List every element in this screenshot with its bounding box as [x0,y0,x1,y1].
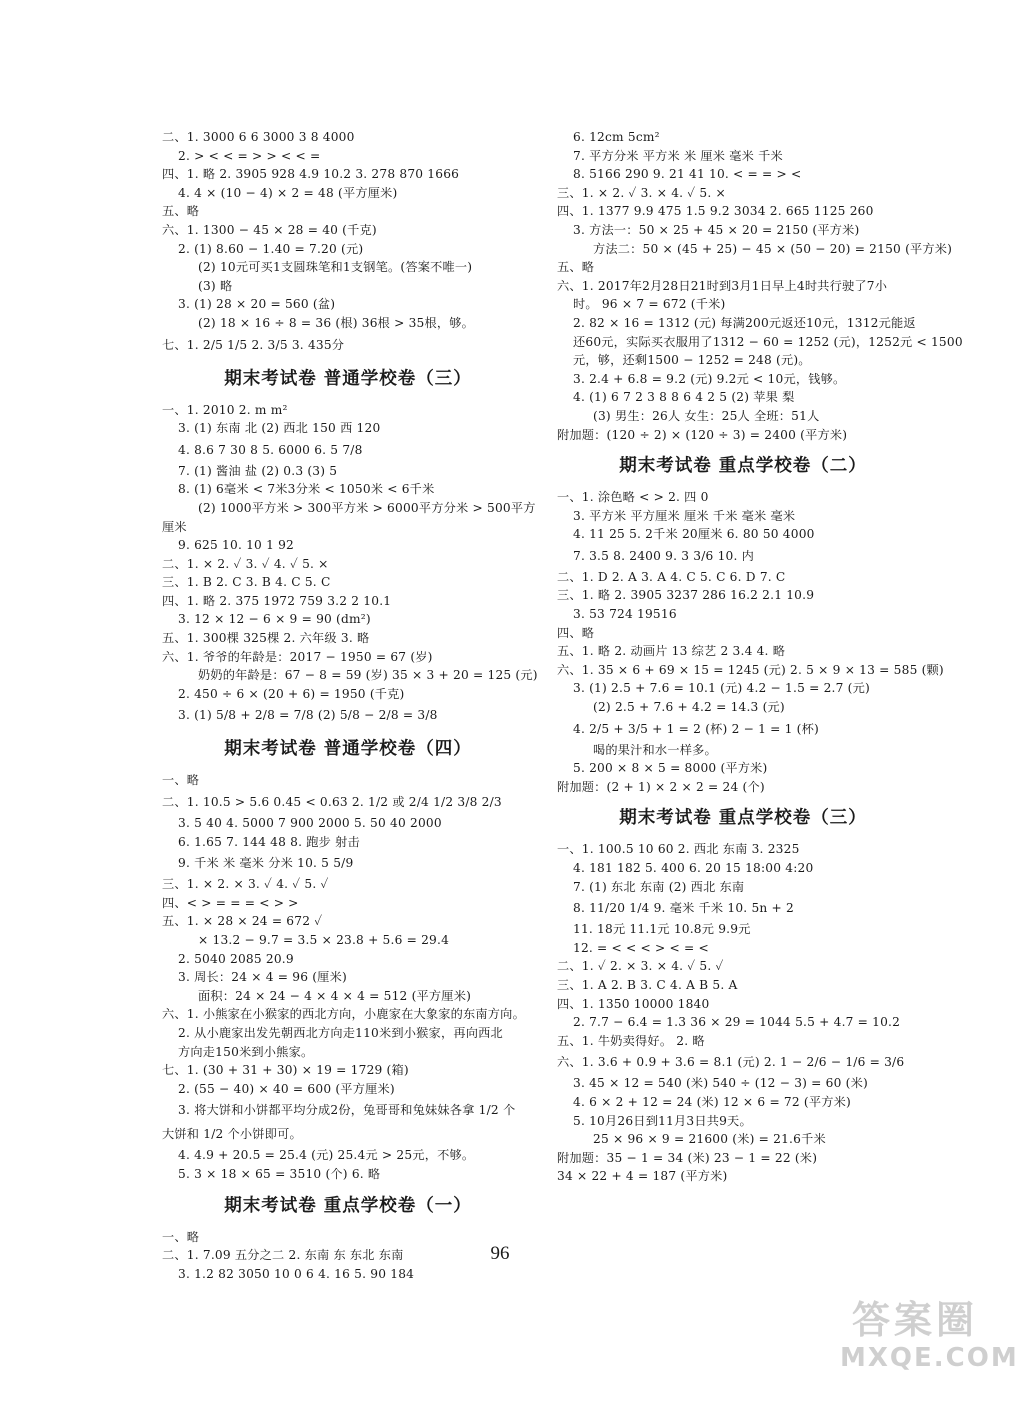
answer-line: 五、1. 略 2. 动画片 13 综艺 2 3.4 4. 略 [557,644,786,659]
answer-line: 一、略 [162,773,200,788]
answer-line: 四、1. 1350 10000 1840 [557,996,710,1011]
answer-line: 五、略 [557,260,595,275]
answer-line: 四、1. 略 2. 375 1972 759 3.2 2 10.1 [162,593,392,608]
answer-line: 大饼和 1/2 个小饼即可。 [162,1127,302,1142]
answer-line: 7. 3.5 8. 2400 9. 3 3/6 10. 内 [573,548,755,563]
answer-line: 5. 10月26日到11月3日共9天。 [573,1113,752,1128]
answer-line: 四、1. 略 2. 3905 928 4.9 10.2 3. 278 870 1666 [162,167,460,182]
answer-line: 4. 8.6 7 30 8 5. 6000 6. 5 7/8 [178,442,363,457]
answer-line: (3) 男生：26人 女生：25人 全班：51人 [593,408,820,423]
answer-line: (2) 10元可买1支圆珠笔和1支钢笔。(答案不唯一) [198,260,473,275]
answer-line: 五、略 [162,204,200,219]
answer-line: 3. 方法一：50 × 25 + 45 × 20 = 2150 (平方米) [573,222,860,237]
answer-line: 4. 11 25 5. 2千米 20厘米 6. 80 50 4000 [573,527,815,542]
answer-line: (2) 18 × 16 ÷ 8 = 36 (根) 36根 > 35根，够。 [198,315,475,330]
answer-line: 4. 2/5 + 3/5 + 1 = 2 (杯) 2 − 1 = 1 (杯) [573,721,819,736]
answer-line: 二、1. 10.5 > 5.6 0.45 < 0.63 2. 1/2 或 2/4 1/2 3/8 2/3 [162,795,502,810]
answer-line: 7. 平方分米 平方米 米 厘米 毫米 千米 [573,148,783,163]
answer-line: 厘米 [162,519,187,534]
answer-line: 方向走150米到小熊家。 [178,1044,314,1059]
answer-line: 4. 181 182 5. 400 6. 20 15 18:00 4:20 [573,861,814,875]
right-column [553,128,963,1186]
answer-line: 8. 5166 290 9. 21 41 10. < = = > < [573,167,802,182]
answer-line: 三、1. × 2. ✓ 3. × 4. ✓ 5. × [557,185,726,200]
answer-line: 12. = < < < > < = < [573,940,709,955]
answer-line: 3. 12 × 12 − 6 × 9 = 90 (dm²) [178,612,371,627]
answer-line: 3. 53 724 19516 [573,607,677,622]
answer-line: 3. 45 × 12 = 540 (米) 540 ÷ (12 − 3) = 60 (米) [573,1076,868,1091]
answer-line: 四、< > = = = < > > [162,895,299,910]
answer-line: 7. (1) 东北 东南 (2) 西北 东南 [573,879,745,894]
answer-line: 3. (1) 2.5 + 7.6 = 10.1 (元) 4.2 − 1.5 = 2.7 (元) [573,681,870,696]
answer-line: 附加题：35 − 1 = 34 (米) 23 − 1 = 22 (米) [557,1150,818,1165]
answer-line: 6. 1.65 7. 144 48 8. 跑步 射击 [178,834,360,849]
answer-line: 5. 3 × 18 × 65 = 3510 (个) 6. 略 [178,1166,381,1181]
answer-line: 2. 从小鹿家出发先朝西北方向走110米到小猴家，再向西北 [178,1025,503,1040]
answer-line: 4. (1) 6 7 2 3 8 8 6 4 2 5 (2) 苹果 梨 [573,390,795,405]
answer-line: 方法二：50 × (45 + 25) − 45 × (50 − 20) = 2150 (平方米) [593,241,953,256]
section-title: 期末考试卷 普通学校卷（四） [224,739,472,760]
answer-line: 2. 5040 2085 20.9 [178,951,294,966]
answer-line: 4. 6 × 2 + 12 = 24 (米) 12 × 6 = 72 (平方米) [573,1094,851,1109]
watermark-url: MXQE.COM [840,1343,1019,1373]
answer-line: 四、1. 1377 9.9 475 1.5 9.2 3034 2. 665 1125 260 [557,204,874,219]
answer-line: 8. (1) 6毫米 < 7米3分米 < 1050米 < 6千米 [178,482,435,497]
answer-line: 3. (1) 东南 北 (2) 西北 150 西 120 [178,421,381,436]
answer-line: 三、1. × 2. × 3. ✓ 4. ✓ 5. ✓ [162,877,329,892]
answer-line: 喝的果汁和水一样多。 [593,742,717,757]
answer-line: 七、1. 2/5 1/5 2. 3/5 3. 435分 [162,337,345,352]
answer-line: 六、1. 3.6 + 0.9 + 3.6 = 8.1 (元) 2. 1 − 2/6 − 1/6 = 3/6 [557,1055,905,1070]
section-title: 期末考试卷 重点学校卷（二） [619,456,867,477]
answer-line: 一、1. 2010 2. m m² [162,402,288,417]
answer-line: 二、1. D 2. A 3. A 4. C 5. C 6. D 7. C [557,569,786,584]
answer-line: 2. > < < = > > < < = [178,148,321,163]
answer-line: 附加题：(120 ÷ 2) × (120 ÷ 3) = 2400 (平方米) [557,427,848,442]
watermark-logo [840,1297,1019,1385]
answer-line: (3) 略 [198,278,233,293]
answer-line: 还60元，实际买衣服用了1312 − 60 = 1252 (元)，1252元 < 1500 [573,334,963,349]
answer-line: (2) 2.5 + 7.6 + 4.2 = 14.3 (元) [593,700,785,715]
answer-line: 一、略 [162,1229,200,1244]
answer-line: 3. (1) 5/8 + 2/8 = 7/8 (2) 5/8 − 2/8 = 3/8 [178,708,438,723]
answer-line: 附加题：(2 + 1) × 2 × 2 = 24 (个) [557,779,765,794]
answer-line: 五、1. 300棵 325棵 2. 六年级 3. 略 [162,631,370,646]
page-number: 96 [490,1243,510,1264]
answer-line: 9. 千米 米 毫米 分米 10. 5 5/9 [178,856,354,871]
answer-line: 二、1. 3000 6 6 3000 3 8 4000 [162,130,355,144]
answer-line: 面积：24 × 24 − 4 × 4 × 4 = 512 (平方厘米) [198,988,472,1003]
answer-line: 2. 82 × 16 = 1312 (元) 每满200元返还10元，1312元能返 [573,315,916,330]
answer-line: × 13.2 − 9.7 = 3.5 × 23.8 + 5.6 = 29.4 [198,933,450,947]
answer-line: 11. 18元 11.1元 10.8元 9.9元 [573,922,751,937]
answer-line: 25 × 96 × 9 = 21600 (米) = 21.6千米 [593,1132,826,1147]
answer-line: 3. 平方米 平方厘米 厘米 千米 毫米 毫米 [573,508,796,523]
answer-line: 4. 4.9 + 20.5 = 25.4 (元) 25.4元 > 25元，不够。 [178,1148,475,1163]
answer-line: 3. 5 40 4. 5000 7 900 2000 5. 50 40 2000 [178,816,442,831]
answer-line: 三、1. B 2. C 3. B 4. C 5. C [162,575,331,590]
answer-line: 2. (1) 8.60 − 1.40 = 7.20 (元) [178,241,364,256]
answer-line: 34 × 22 + 4 = 187 (平方米) [557,1169,728,1184]
answer-line: 3. 将大饼和小饼都平均分成2份，兔哥哥和兔妹妹各拿 1/2 个 [178,1103,516,1118]
answer-line: 六、1. 1300 − 45 × 28 = 40 (千克) [162,222,377,237]
answer-line: 4. 4 × (10 − 4) × 2 = 48 (平方厘米) [178,185,398,200]
answer-line: 五、1. 牛奶卖得好。 2. 略 [557,1033,705,1048]
section-title: 期末考试卷 普通学校卷（三） [224,368,472,389]
answer-line: 三、1. A 2. B 3. C 4. A B 5. A [557,977,738,992]
answer-line: 3. 周长：24 × 4 = 96 (厘米) [178,970,347,985]
answer-line: 二、1. × 2. ✓ 3. ✓ 4. ✓ 5. × [162,556,329,571]
answer-line: 2. 7.7 − 6.4 = 1.3 36 × 29 = 1044 5.5 + 4.7 = 10.2 [573,1015,901,1030]
answer-line: 六、1. 爷爷的年龄是：2017 − 1950 = 67 (岁) [162,649,433,664]
answer-line: 元，够，还剩1500 − 1252 = 248 (元)。 [573,353,811,368]
answer-line: 2. (55 − 40) × 40 = 600 (平方厘米) [178,1081,395,1096]
section-title: 期末考试卷 重点学校卷（一） [224,1195,472,1216]
answer-line: 奶奶的年龄是：67 − 8 = 59 (岁) 35 × 3 + 20 = 125 (元) [198,668,538,683]
answer-line: 二、1. 7.09 五分之二 2. 东南 东 东北 东南 [162,1248,404,1263]
section-title: 期末考试卷 重点学校卷（三） [619,808,867,829]
answer-line: 二、1. ✓ 2. × 3. × 4. ✓ 5. ✓ [557,959,724,974]
answer-line: 六、1. 35 × 6 + 69 × 15 = 1245 (元) 2. 5 × 9 × 13 = 585 (颗) [557,662,944,677]
answer-line: 5. 200 × 8 × 5 = 8000 (平方米) [573,761,768,776]
answer-line: 3. 1.2 82 3050 10 0 6 4. 16 5. 90 184 [178,1266,415,1281]
answer-line: 7. (1) 酱油 盐 (2) 0.3 (3) 5 [178,463,338,478]
answer-line: 四、略 [557,625,595,640]
answer-line: 3. 2.4 + 6.8 = 9.2 (元) 9.2元 < 10元，钱够。 [573,371,846,386]
answer-line: 五、1. × 28 × 24 = 672 ✓ [162,914,323,929]
answer-line: 9. 625 10. 10 1 92 [178,538,295,553]
answer-line: 六、1. 2017年2月28日21时到3月1日早上4时共行驶了7小 [557,278,888,293]
answer-line: 时。 96 × 7 = 672 (千米) [573,297,726,312]
answer-line: 2. 450 ÷ 6 × (20 + 6) = 1950 (千克) [178,686,405,701]
left-column [158,128,538,1283]
answer-line: 一、1. 涂色略 < > 2. 四 0 [557,490,709,505]
answer-line: 3. (1) 28 × 20 = 560 (盆) [178,297,336,312]
answer-line: (2) 1000平方米 > 300平方米 > 6000平方分米 > 500平方 [198,500,536,515]
answer-line: 六、1. 小熊家在小猴家的西北方向，小鹿家在大象家的东南方向。 [162,1007,525,1022]
answer-line: 6. 12cm 5cm² [573,130,660,144]
answer-line: 三、1. 略 2. 3905 3237 286 16.2 2.1 10.9 [557,588,815,603]
answer-line: 8. 11/20 1/4 9. 毫米 千米 10. 5n + 2 [573,901,794,916]
answer-line: 七、1. (30 + 31 + 30) × 19 = 1729 (箱) [162,1063,409,1078]
watermark-title: 答案圈 [851,1298,978,1342]
answer-line: 一、1. 100.5 10 60 2. 西北 东南 3. 2325 [557,842,800,857]
